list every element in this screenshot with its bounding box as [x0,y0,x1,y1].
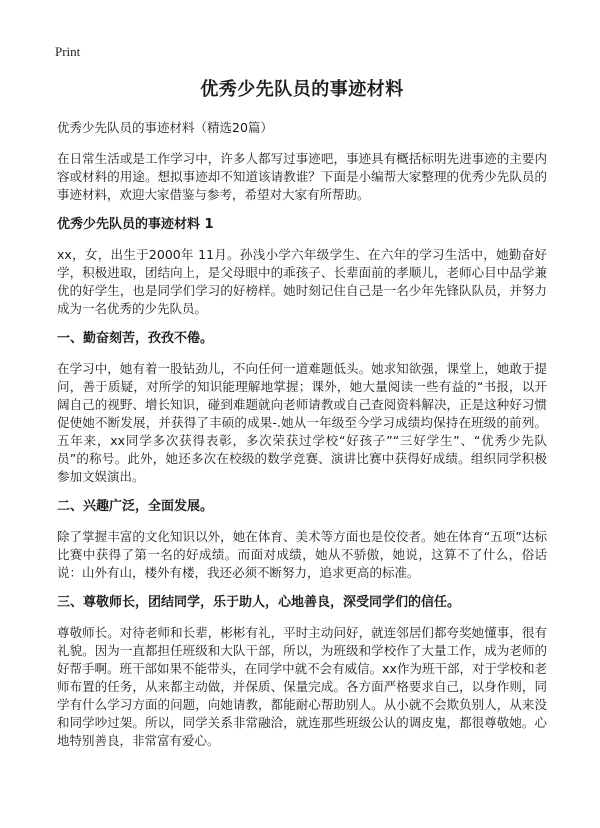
intro-paragraph: 在日常生活或是工作学习中，许多人都写过事迹吧，事迹具有概括标明先进事迹的主要内容或材料的用途。想拟事迹却不知道该请教谁？下面是小编帮大家整理的优秀少先队员的事迹材料，欢迎大家借鉴与参考，希望对大家有所帮助。 [57,151,547,202]
heading-diligence: 一、勤奋刻苦，孜孜不倦。 [57,331,214,346]
section-1-title: 优秀少先队员的事迹材料 1 [57,217,214,232]
document-title: 优秀少先队员的事迹材料 [200,79,404,100]
document-body [57,78,547,762]
print-link[interactable]: Print [55,44,81,59]
paragraph-respect: 尊敬师长。对待老师和长辈，彬彬有礼，平时主动问好，就连邻居们都夸奖她懂事，很有礼貌。因为一直都担任班级和大队干部，所以，为班级和学校作了大量工作，成为老师的好帮手啊。班干部如果不能带头，在同学中就不会有威信。xx作为班干部，对于学校和老师布置的任务，从来都主动做，并保质、保量完成。各方面严格要求自己，以身作则，同学有什么学习方面的问题，向她请教，都能耐心帮助别人。从小就不会欺负别人，从来没和同学吵过架。所以，同学关系非常融洽，就连那些班级公认的调皮鬼，都很尊敬她。心地特别善良，非常富有爱心。 [57,625,547,748]
paragraph-interests: 除了掌握丰富的文化知识以外，她在体育、美术等方面也是佼佼者。她在体育“五项”达标比赛中获得了第一名的好成绩。而面对成绩，她从不骄傲，她说，这算不了什么，俗话说：山外有山，楼外有楼，我还必须不断努力，追求更高的标准。 [57,529,547,580]
document-subtitle: 优秀少先队员的事迹材料（精选20篇） [57,120,273,135]
heading-respect: 三、尊敬师长，团结同学，乐于助人，心地善良，深受同学们的信任。 [57,595,461,610]
section-1-paragraph: xx，女，出生于2000年 11月。孙浅小学六年级学生、在六年的学习生活中，她勤奋好学，积极进取，团结向上，是父母眼中的乖孩子、长辈面前的孝顺儿，老师心目中品学兼优的好学生，也是同学们学习的好榜样。她时刻记住自己是一名少年先锋队队员，并努力成为一名优秀的少先队员。 [57,247,547,316]
paragraph-diligence: 在学习中，她有着一股钻劲儿，不向任何一道难题低头。她求知欲强，课堂上，她敢于提问，善于质疑，对所学的知识能理解地掌握；课外，她大量阅读一些有益的“书报，以开阔自己的视野、增长知识，碰到难题就向老师请教或自己查阅资料解决，正是这种好习惯促使她不断发展，并获得了丰硕的成果-.她从一年级至今学习成绩均保持在班级的前列。五年来，xx同学多次获得表彰，多次荣获过学校“好孩子”“三好学生”、“优秀少先队员”的称号。此外，她还多次在校级的数学竞赛、演讲比赛中获得好成绩。组织同学积极参加文娱演出。 [57,361,547,484]
heading-interests: 二、兴趣广泛，全面发展。 [57,499,214,514]
